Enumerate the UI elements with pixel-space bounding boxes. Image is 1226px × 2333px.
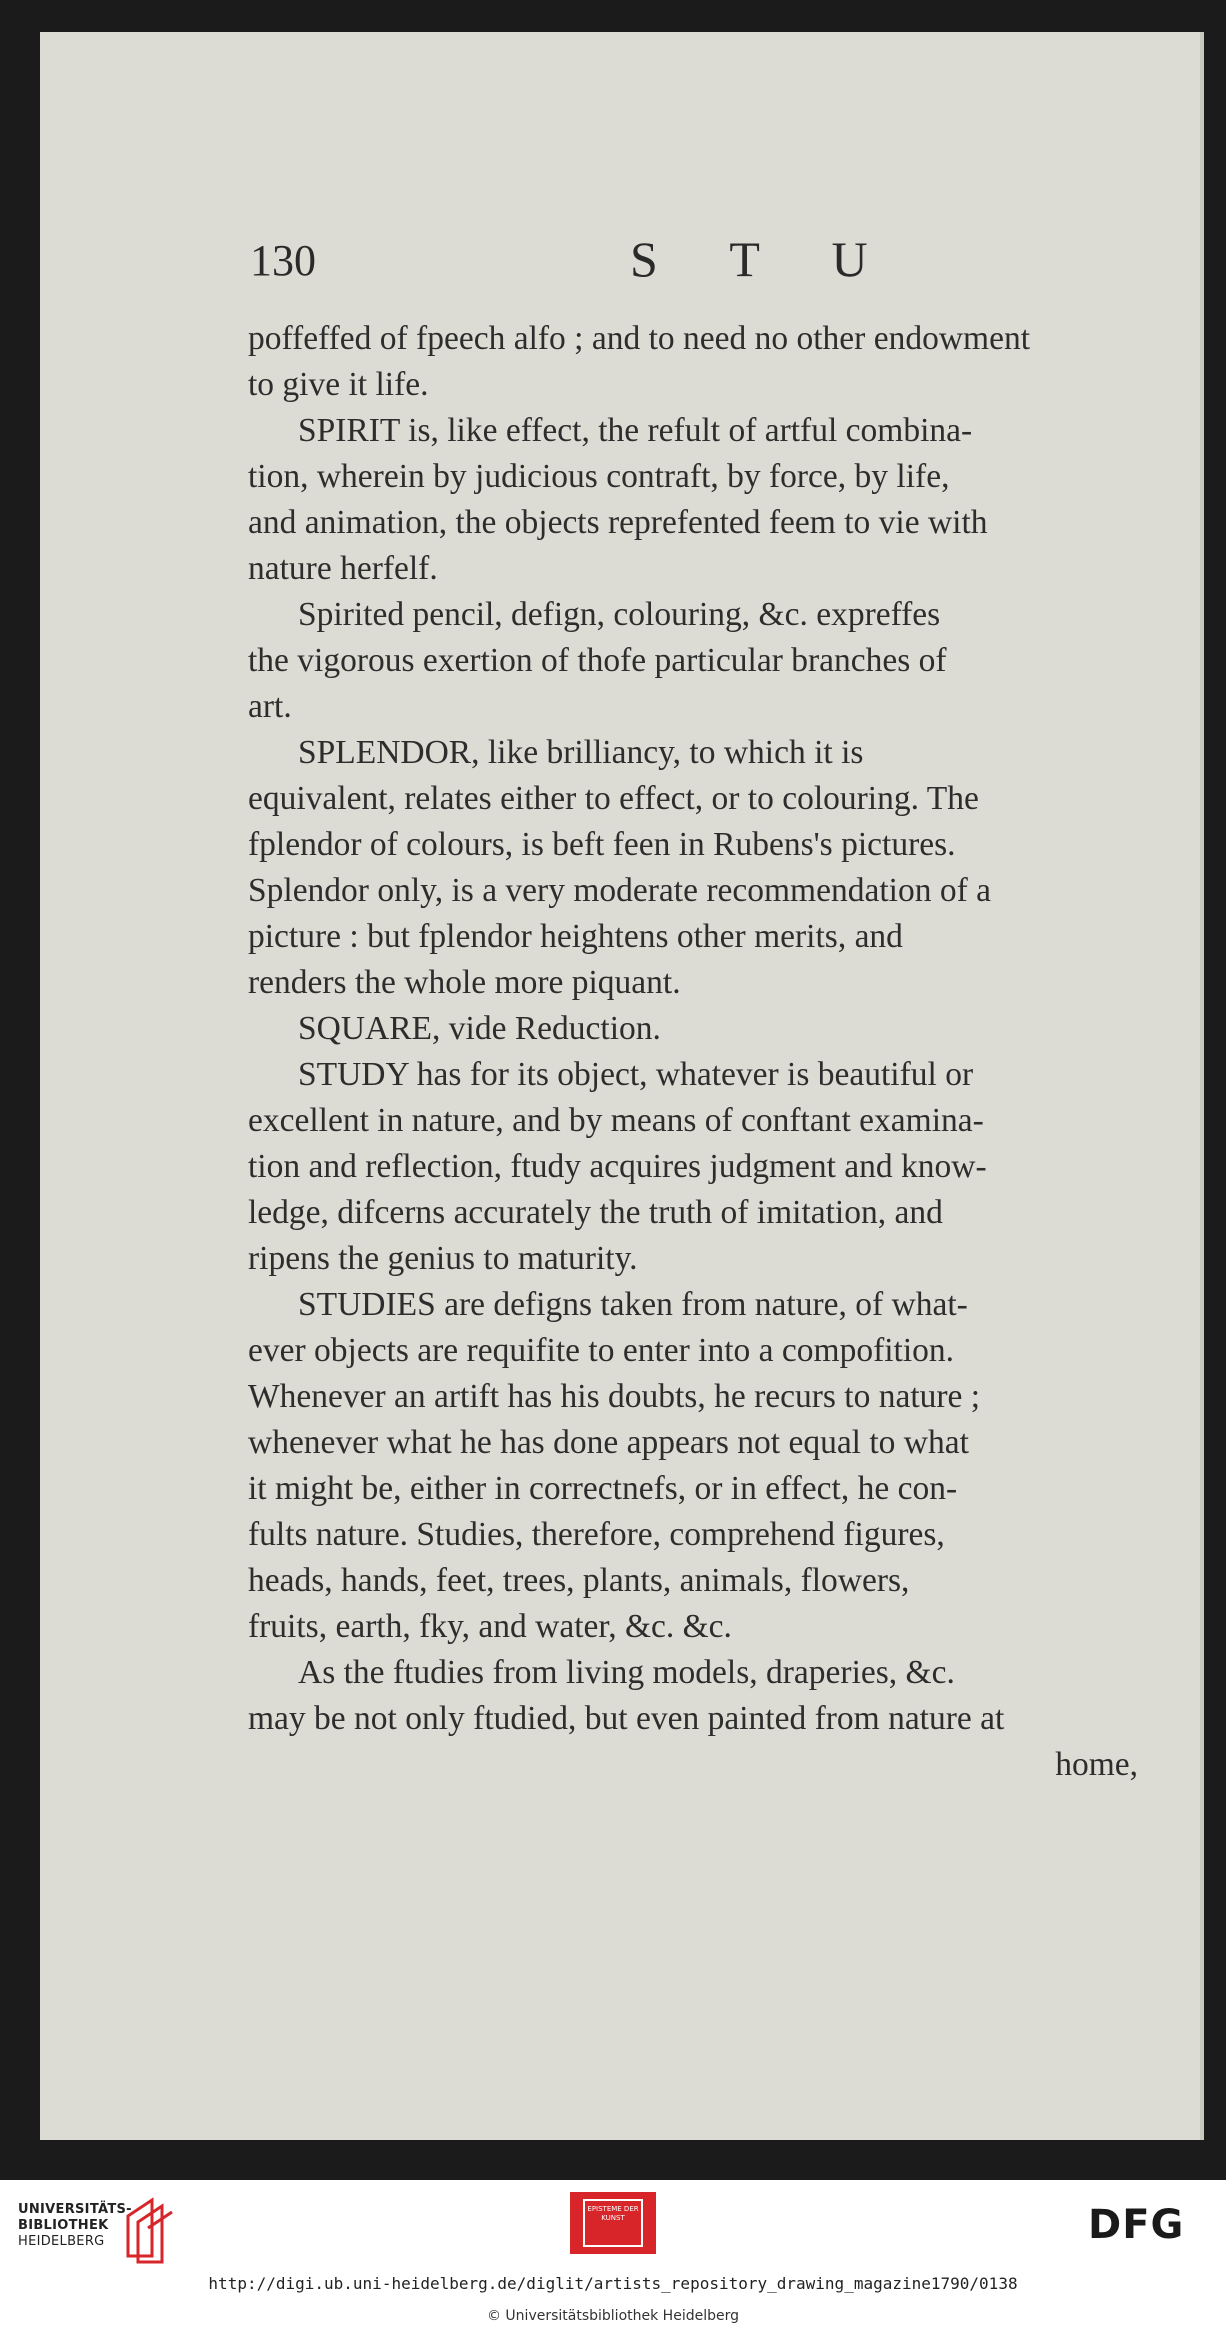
text-line: equivalent, relates either to effect, or to colouring. The — [248, 780, 979, 817]
text-line: whenever what he has done appears not equal to what — [248, 1424, 969, 1461]
text-line: tion, wherein by judicious contraft, by force, by life, — [248, 458, 950, 495]
page-header — [250, 210, 1150, 290]
university-library-name — [18, 2202, 132, 2250]
running-head: S T U — [630, 231, 898, 287]
text-line: art. — [248, 688, 292, 725]
text-line: may be not only ftudied, but even painted from nature at — [248, 1700, 1005, 1737]
text-line: to give it life. — [248, 366, 429, 403]
text-line: STUDY has for its object, whatever is beautiful or — [298, 1056, 974, 1093]
text-line: poffeffed of fpeech alfo ; and to need no other endowment — [248, 320, 1030, 357]
dfg-logo[interactable]: DFG — [1088, 2202, 1185, 2248]
text-line: STUDIES are defigns taken from nature, of what- — [298, 1286, 968, 1323]
text-line: it might be, either in correctnefs, or in effect, he con- — [248, 1470, 958, 1507]
copyright-notice: © Universitätsbibliothek Heidelberg — [486, 2308, 739, 2324]
footer — [0, 2180, 1226, 2333]
text-line: ripens the genius to maturity. — [248, 1240, 638, 1277]
episteme-logo[interactable] — [570, 2192, 656, 2254]
text-line: Spirited pencil, defign, colouring, &c. expreffes — [298, 596, 941, 633]
ub-line-2: BIBLIOTHEK — [18, 2218, 109, 2233]
text-line: SQUARE, vide Reduction. — [298, 1010, 661, 1047]
ub-line-3: HEIDELBERG — [18, 2234, 105, 2249]
text-line: fruits, earth, fky, and water, &c. &c. — [248, 1608, 732, 1645]
text-line: tion and reflection, ftudy acquires judgment and know- — [248, 1148, 987, 1185]
text-line: heads, hands, feet, trees, plants, animals, flowers, — [248, 1562, 910, 1599]
page-number: 130 — [250, 236, 316, 285]
ub-line-1: UNIVERSITÄTS- — [18, 2202, 132, 2217]
text-line: SPIRIT is, like effect, the refult of artful combina- — [298, 412, 973, 449]
catchword: home, — [1055, 1746, 1138, 1783]
text-line: fults nature. Studies, therefore, comprehend figures, — [248, 1516, 945, 1553]
text-line: and animation, the objects reprefented feem to vie with — [248, 504, 988, 541]
text-line: Whenever an artift has his doubts, he recurs to nature ; — [248, 1378, 981, 1415]
text-line: excellent in nature, and by means of conftant examina- — [248, 1102, 984, 1139]
text-line: renders the whole more piquant. — [248, 964, 681, 1001]
text-line: ever objects are requifite to enter into a compofition. — [248, 1332, 955, 1369]
text-line: ledge, difcerns accurately the truth of imitation, and — [248, 1194, 943, 1231]
text-line: picture : but fplendor heightens other merits, and — [248, 918, 903, 955]
body-text — [248, 316, 1148, 1788]
episteme-logo-text: EPISTEME DER KUNST — [583, 2199, 643, 2247]
permalink-url[interactable]: http://digi.ub.uni-heidelberg.de/diglit/artists_repository_drawing_magazine1790/0138 — [208, 2274, 1018, 2293]
text-line: SPLENDOR, like brilliancy, to which it is — [298, 734, 864, 771]
text-line: As the ftudies from living models, draperies, &c. — [298, 1654, 955, 1691]
text-line: Splendor only, is a very moderate recommendation of a — [248, 872, 991, 909]
text-line: the vigorous exertion of thofe particular branches of — [248, 642, 947, 679]
library-mark-icon — [122, 2196, 178, 2266]
university-library-logo[interactable] — [18, 2196, 178, 2286]
text-line: nature herfelf. — [248, 550, 438, 587]
text-line: fplendor of colours, is beft feen in Rubens's pictures. — [248, 826, 956, 863]
